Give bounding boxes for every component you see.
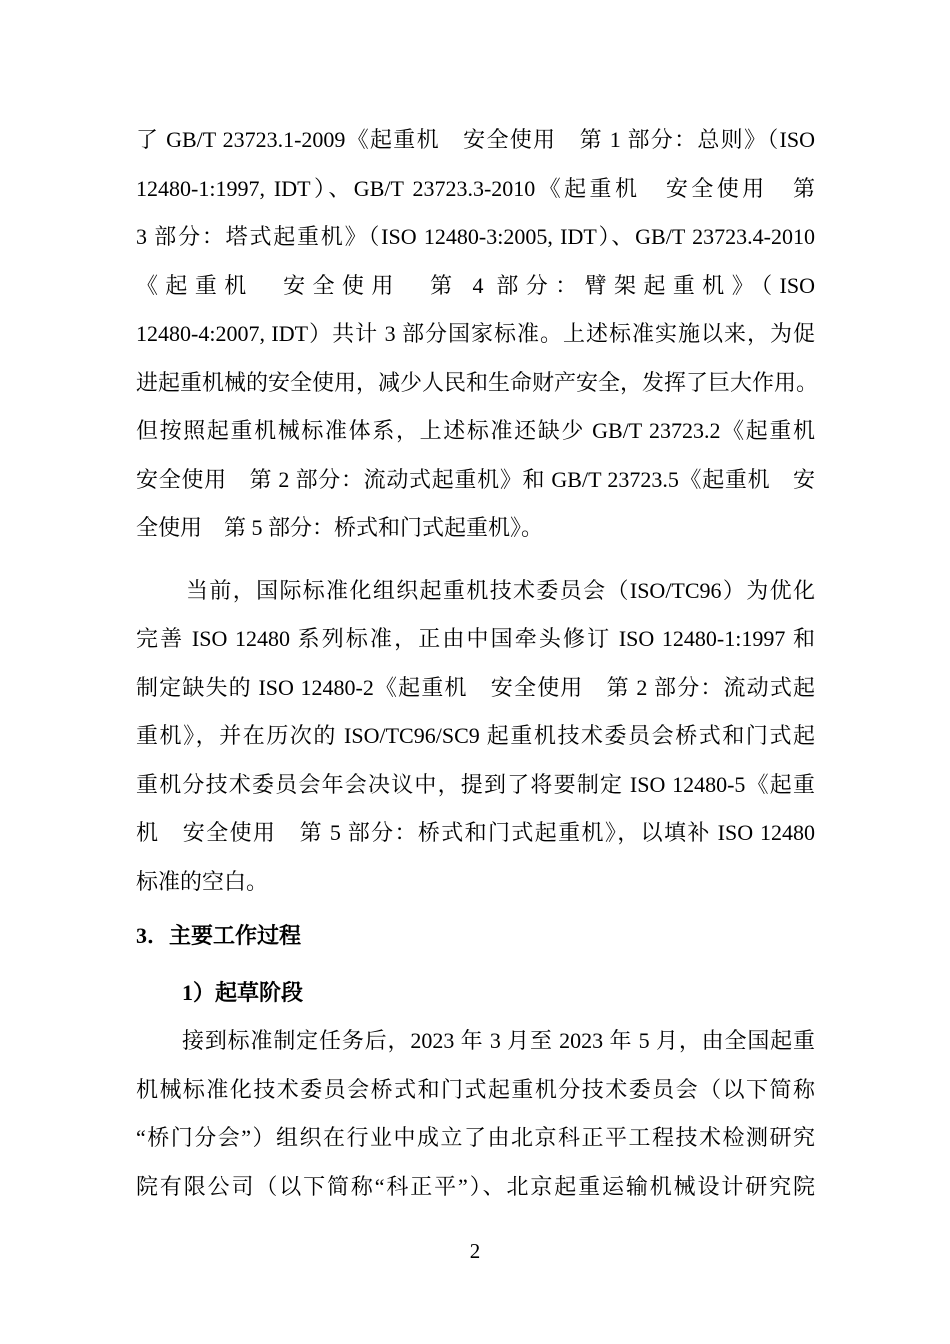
paragraph-line: 当前，国际标准化组织起重机技术委员会（ISO/TC96）为优化 <box>186 577 815 603</box>
paragraph-line: 接到标准制定任务后，2023 年 3 月至 2023 年 5 月，由全国起重 <box>182 1028 815 1053</box>
paragraph-line: 3 部分：塔式起重机》（ISO 12480-3:2005, IDT）、GB/T 23723.4-2010 <box>136 224 815 249</box>
paragraph-line: 全使用 第 5 部分：桥式和门式起重机》。 <box>136 515 544 540</box>
paragraph-line: 机械标准化技术委员会桥式和门式起重机分技术委员会（以下简称 <box>136 1076 815 1102</box>
paragraph-line: 院有限公司（以下简称“科正平”）、北京起重运输机械设计研究院 <box>136 1173 815 1199</box>
paragraph-line: “桥门分会”）组织在行业中成立了由北京科正平工程技术检测研究 <box>136 1125 815 1150</box>
paragraph-line: 制定缺失的 ISO 12480-2《起重机 安全使用 第 2 部分：流动式起 <box>136 674 815 700</box>
paragraph-line: 《起重机 安全使用 第 4 部分：臂架起重机》（ISO <box>136 272 815 298</box>
paragraph-line: 完善 ISO 12480 系列标准，正由中国牵头修订 ISO 12480-1:1997 和 <box>136 626 815 651</box>
paragraph-line: 重机》，并在历次的 ISO/TC96/SC9 起重机技术委员会桥式和门式起 <box>136 723 815 748</box>
section-heading-main-process: 3．主要工作过程 <box>136 923 302 948</box>
paragraph-line: 重机分技术委员会年会决议中，提到了将要制定 ISO 12480-5《起重 <box>136 771 815 797</box>
document-body <box>136 116 819 1211</box>
paragraph-line: 机 安全使用 第 5 部分：桥式和门式起重机》，以填补 ISO 12480 <box>136 820 815 845</box>
subsection-heading-drafting-stage: 1）起草阶段 <box>182 979 304 1005</box>
paragraph-line: 进起重机械的安全使用，减少人民和生命财产安全，发挥了巨大作用。 <box>136 369 819 395</box>
paragraph-line: 安全使用 第 2 部分：流动式起重机》和 GB/T 23723.5《起重机 安 <box>136 466 815 492</box>
page-number: 2 <box>469 1239 481 1263</box>
paragraph-line: 标准的空白。 <box>136 868 269 894</box>
paragraph-line: 12480-4:2007, IDT）共计 3 部分国家标准。上述标准实施以来，为促 <box>136 321 815 346</box>
paragraph-line: 但按照起重机械标准体系，上述标准还缺少 GB/T 23723.2《起重机 <box>136 418 815 443</box>
paragraph-line: 12480-1:1997, IDT）、GB/T 23723.3-2010《起重机 安全使用 第 <box>136 175 815 201</box>
paragraph-line: 了 GB/T 23723.1-2009《起重机 安全使用 第 1 部分：总则》（ISO <box>136 127 815 152</box>
